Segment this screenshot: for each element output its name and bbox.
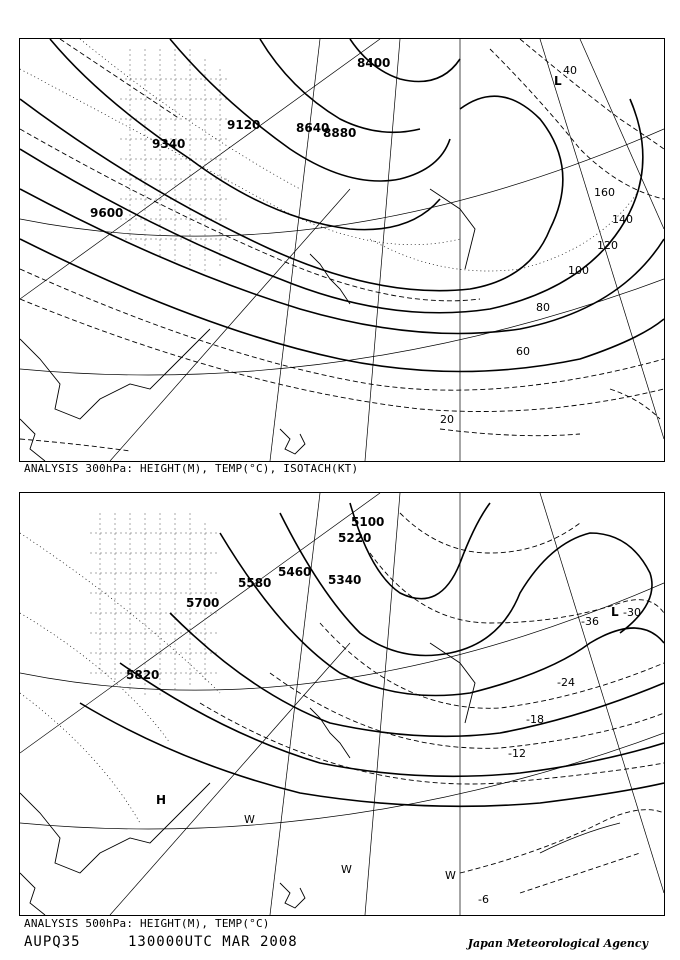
low-pressure-marker: L: [611, 605, 619, 619]
height-contours-500: [80, 503, 664, 806]
height-label-8400: 8400: [357, 56, 391, 70]
isotach-label-40: 40: [563, 64, 577, 77]
temperature-lines-500: [200, 513, 664, 893]
isotach-label-120: 120: [597, 239, 618, 252]
isotach-lines-300: [20, 39, 664, 451]
temp-label-minus36: -36: [581, 615, 599, 628]
height-label-5700: 5700: [186, 596, 220, 610]
isotach-label-20: 20: [440, 413, 454, 426]
warm-marker: W: [244, 813, 255, 826]
isotach-label-60: 60: [516, 345, 530, 358]
temp-label-minus12: -12: [508, 747, 526, 760]
caption-500hpa: ANALYSIS 500hPa: HEIGHT(M), TEMP(°C): [24, 917, 270, 930]
height-label-8640: 8640: [296, 121, 330, 135]
temp-label-minus6: -6: [478, 893, 489, 906]
agency-name: Japan Meteorological Agency: [467, 937, 648, 950]
height-label-9340: 9340: [152, 137, 186, 151]
chart-code: AUPQ35: [24, 934, 81, 950]
hatched-area-300: [120, 49, 230, 274]
isotach-label-80: 80: [536, 301, 550, 314]
low-pressure-marker: L: [554, 74, 562, 88]
warm-marker: W: [341, 863, 352, 876]
map-300hpa-drawing: [20, 39, 664, 461]
map-500hpa-drawing: [20, 493, 664, 915]
valid-time: 130000UTC MAR 2008: [128, 934, 298, 950]
isotach-label-160: 160: [594, 186, 615, 199]
high-pressure-marker: H: [156, 793, 167, 807]
height-label-5340: 5340: [328, 573, 362, 587]
temp-label-minus30: -30: [623, 606, 641, 619]
height-label-5820: 5820: [126, 668, 160, 682]
height-label-9600: 9600: [90, 206, 124, 220]
height-label-9120: 9120: [227, 118, 261, 132]
height-label-5460: 5460: [278, 565, 312, 579]
height-label-5100: 5100: [351, 515, 385, 529]
isotach-label-100: 100: [568, 264, 589, 277]
temp-label-minus18: -18: [526, 713, 544, 726]
map-500hpa-panel: [19, 492, 665, 916]
caption-300hpa: ANALYSIS 300hPa: HEIGHT(M), TEMP(°C), ISOTACH(KT): [24, 462, 359, 475]
warm-marker: W: [445, 869, 456, 882]
height-label-5580: 5580: [238, 576, 272, 590]
temp-label-minus24: -24: [557, 676, 575, 689]
height-label-8880: 8880: [323, 126, 357, 140]
graticule-500: [20, 493, 664, 915]
isotach-label-140: 140: [612, 213, 633, 226]
height-label-5220: 5220: [338, 531, 372, 545]
map-300hpa-panel: [19, 38, 665, 462]
